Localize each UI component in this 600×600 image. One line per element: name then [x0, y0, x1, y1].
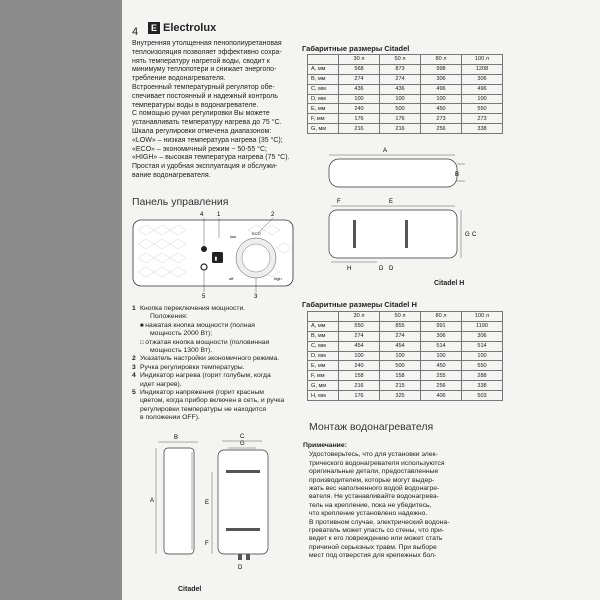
table-cell: 450 [421, 104, 462, 114]
table-cell: 568 [339, 64, 380, 74]
table-row [308, 114, 503, 124]
table-cell: 216 [380, 124, 421, 134]
table-cell: F, мм [308, 371, 339, 381]
table-cell: 550 [462, 104, 503, 114]
table-cell: 873 [380, 64, 421, 74]
table-cell: 500 [380, 361, 421, 371]
table-cell: 240 [339, 361, 380, 371]
table-cell: 454 [339, 341, 380, 351]
install-note [303, 442, 519, 561]
table-cell: 338 [462, 124, 503, 134]
table-cell [308, 55, 339, 65]
citadel-h-caption: Citadel H [434, 280, 465, 287]
callout-3: 3 [254, 294, 258, 300]
dial-label-off: off [229, 276, 234, 281]
table-cell: 100 л [462, 312, 503, 322]
note-line: трического водонагревателя используются [309, 459, 445, 467]
note-line: Удостоверьтесь, что для установки элек- [309, 451, 438, 459]
table-row [308, 331, 503, 341]
table-cell: E, мм [308, 104, 339, 114]
dim-label-d1: D [379, 266, 384, 272]
table-cell: 288 [462, 371, 503, 381]
note-line: вателя. Не устанавливайте водонагрева- [309, 493, 439, 501]
note-line: оригинальные детали, предоставленные [309, 468, 439, 476]
page-number: 4 [132, 26, 139, 38]
legend-item-line: мощность 1300 Вт). [150, 347, 213, 355]
dim-label-e: E [389, 199, 394, 205]
table-cell: 496 [421, 84, 462, 94]
table-cell: 514 [421, 341, 462, 351]
intro-line: спечивает постоянный и надежный контроль [132, 92, 278, 100]
table-cell: 273 [421, 114, 462, 124]
dim-label-c: C [240, 434, 245, 440]
table-cell: 100 [462, 351, 503, 361]
legend-item-line: Положения: [150, 313, 188, 321]
table-cell: 176 [339, 114, 380, 124]
table-cell [308, 312, 339, 322]
dim-label-b: B [174, 435, 179, 441]
note-line: В противном случае, электрический водона- [309, 518, 450, 526]
intro-line: нять температуру нагретой воды, сводит к [132, 57, 270, 65]
panel-title: Панель управления [132, 196, 229, 208]
dim-label-c: C [472, 232, 477, 238]
dim-label-h: H [347, 266, 352, 272]
intro-line: «HIGH» – высокая температура нагрева (75 °C). [132, 154, 290, 162]
intro-line: С помощью ручки регулировки Вы можете [132, 110, 270, 118]
voltage-indicator-icon [201, 264, 207, 270]
table-cell: 274 [339, 331, 380, 341]
note-title: Примечание: [303, 442, 347, 449]
brand-logo [148, 22, 216, 34]
note-line: жать вес наполненного водой водонагре- [309, 485, 440, 493]
table-cell: 306 [421, 331, 462, 341]
table-cell: 998 [421, 64, 462, 74]
table-cell: C, мм [308, 341, 339, 351]
table-cell: B, мм [308, 331, 339, 341]
table-row [308, 321, 503, 331]
legend-item: 1 Кнопка переключения мощности. [132, 305, 246, 312]
table-header-row [308, 312, 503, 322]
table-cell: 100 [421, 94, 462, 104]
legend-item-line: идет нагрев). [140, 380, 182, 388]
table-cell: 256 [421, 124, 462, 134]
legend-item-line: □ отжатая кнопка мощности (половинная [140, 338, 270, 346]
legend-item: 2 Указатель настройки экономичного режима. [132, 355, 280, 363]
table-cell: 100 [380, 94, 421, 104]
note-line: причиной серьезных травм. При выборе [309, 543, 437, 551]
dial-label-low: low [230, 234, 237, 239]
intro-line: вание водонагревателя. [132, 171, 211, 179]
intro-line: Встроенный температурный регулятор обе- [132, 83, 275, 91]
table-row [308, 84, 503, 94]
table-cell: 176 [380, 114, 421, 124]
table-cell: F, мм [308, 114, 339, 124]
legend-item-line: мощность 2000 Вт); [150, 330, 213, 338]
table-cell: 406 [421, 391, 462, 401]
citadel-caption: Citadel [178, 586, 202, 593]
intro-line: температуры воды в водонагревателе. [132, 101, 259, 109]
table-cell: 100 [462, 94, 503, 104]
intro-line: теплоизоляция позволяет эффективно сохра- [132, 48, 282, 56]
table-cell: 503 [462, 391, 503, 401]
dim-label-f: F [205, 541, 209, 547]
legend-item-line: ■ нажатая кнопка мощности (полная [140, 321, 255, 329]
table-cell: 514 [462, 341, 503, 351]
table-cell: 30 л [339, 312, 380, 322]
table-cell: D, мм [308, 351, 339, 361]
dim-label-d: D [238, 565, 243, 571]
table-cell: 454 [380, 341, 421, 351]
table-citadel [307, 54, 503, 134]
table-cell: 274 [339, 74, 380, 84]
dim-label-a: A [150, 498, 155, 504]
legend-item: 4 Индикатор нагрева (горит голубым, когда [132, 372, 271, 380]
table-cell: 306 [421, 74, 462, 84]
table-cell: 158 [380, 371, 421, 381]
table-cell: 1208 [462, 64, 503, 74]
table-cell: 306 [462, 331, 503, 341]
intro-line: Простая и удобная эксплуатация и обслужи- [132, 163, 278, 171]
install-title: Монтаж водонагревателя [309, 421, 434, 433]
svg-text:▮: ▮ [214, 256, 218, 262]
legend-item: 5 Индикатор напряжения (горит красным [132, 389, 264, 397]
table-cell: 274 [380, 331, 421, 341]
dim-label-b: B [455, 172, 460, 178]
table-cell: 216 [339, 381, 380, 391]
table-cell: 325 [380, 391, 421, 401]
table-cell: H, мм [308, 391, 339, 401]
table-cell: 436 [339, 84, 380, 94]
table-cell: 176 [339, 391, 380, 401]
table-cell: 50 л [380, 312, 421, 322]
table-row [308, 94, 503, 104]
intro-line: требление водонагревателя. [132, 75, 226, 83]
table-row [308, 341, 503, 351]
callout-2: 2 [271, 212, 275, 218]
table-cell: 855 [380, 321, 421, 331]
table-cell: 500 [380, 104, 421, 114]
table-row [308, 391, 503, 401]
legend-item-line: цветом, когда прибор включен в сеть, и ручка [140, 397, 285, 405]
table-row [308, 124, 503, 134]
table-cell: G, мм [308, 381, 339, 391]
heater-top-view [329, 159, 460, 187]
note-line: греватель может упасть со стены, что при- [309, 527, 445, 535]
dim-label-f: F [337, 199, 341, 205]
dim-label-g: G [465, 232, 470, 238]
note-line: мест под отверстия для крепежных бол- [309, 552, 437, 560]
table-citadel-title: Габаритные размеры Citadel [302, 44, 410, 53]
table-row [308, 361, 503, 371]
table-cell: 1190 [462, 321, 503, 331]
table-cell: 80 л [421, 55, 462, 65]
table-cell: 274 [380, 74, 421, 84]
table-cell: 338 [462, 381, 503, 391]
table-cell: 100 [421, 351, 462, 361]
table-row [308, 74, 503, 84]
dial-label-eco: ECO [252, 231, 261, 236]
table-cell: 436 [380, 84, 421, 94]
table-row [308, 371, 503, 381]
manual-page [122, 0, 600, 600]
table-cell: 991 [421, 321, 462, 331]
legend-item: 3 Ручка регулировки температуры. [132, 363, 245, 371]
heater-front-view [218, 450, 268, 554]
dim-label-a: A [383, 148, 388, 154]
citadel-vertical-diagram [150, 432, 300, 582]
legend-item-line: в положении OFF). [140, 414, 200, 422]
panel-legend [132, 305, 332, 423]
table-cell: 550 [339, 321, 380, 331]
table-cell: 273 [462, 114, 503, 124]
table-cell: G, мм [308, 124, 339, 134]
control-panel-diagram [128, 208, 318, 300]
table-cell: C, мм [308, 84, 339, 94]
intro-line: Шкала регулировки отмечена диапазоном: [132, 127, 272, 135]
note-line: производителем, которые могут выдер- [309, 476, 435, 484]
table-cell: 80 л [421, 312, 462, 322]
table-cell: 496 [462, 84, 503, 94]
intro-line: минимуму теплопотери и снижает энергопо- [132, 66, 277, 74]
dim-label-e: E [205, 500, 210, 506]
table-row [308, 64, 503, 74]
table-cell: 450 [421, 361, 462, 371]
electrolux-logo-icon: E [148, 22, 160, 34]
table-cell: B, мм [308, 74, 339, 84]
dim-label-g: G [240, 441, 245, 447]
table-cell: 100 [339, 351, 380, 361]
note-line: тель на крепление, пока не убедитесь, [309, 501, 432, 509]
table-row [308, 351, 503, 361]
table-row [308, 104, 503, 114]
intro-line: устанавливать температуру нагрева до 75 °C. [132, 119, 282, 127]
callout-5: 5 [202, 294, 206, 300]
table-header-row [308, 55, 503, 65]
table-cell: 240 [339, 104, 380, 114]
table-cell: 255 [421, 371, 462, 381]
citadel-h-diagram [317, 146, 477, 276]
table-cell: 100 л [462, 55, 503, 65]
intro-line: Внутренняя утолщенная пенополиуретановая [132, 40, 282, 47]
legend-item-line: регулировки температуры не находится [140, 405, 267, 413]
table-cell: 216 [339, 124, 380, 134]
table-cell: 215 [380, 381, 421, 391]
table-cell: 50 л [380, 55, 421, 65]
table-cell: A, мм [308, 64, 339, 74]
brand-name: Electrolux [163, 22, 217, 34]
table-cell: 158 [339, 371, 380, 381]
table-row [308, 381, 503, 391]
table-cell: 30 л [339, 55, 380, 65]
heater-front-horizontal-view [329, 210, 457, 258]
intro-line: «LOW» – низкая температура нагрева (35 °C); [132, 136, 283, 144]
table-cell: 306 [462, 74, 503, 84]
dial-label-high: high [274, 276, 282, 281]
table-citadel-h-title: Габаритные размеры Citadel H [302, 300, 417, 309]
table-cell: 256 [421, 381, 462, 391]
dim-label-d2: D [389, 266, 394, 272]
heating-indicator-icon [201, 246, 207, 252]
note-line: ведет к его повреждению или может стать [309, 535, 443, 543]
table-cell: A, мм [308, 321, 339, 331]
heater-side-view [164, 448, 194, 554]
table-citadel-h [307, 311, 503, 401]
note-line: что крепление установлено надежно. [309, 510, 428, 518]
callout-4: 4 [200, 212, 204, 218]
callout-1: 1 [217, 212, 221, 218]
table-cell: 100 [339, 94, 380, 104]
table-cell: D, мм [308, 94, 339, 104]
table-cell: 550 [462, 361, 503, 371]
table-cell: 100 [380, 351, 421, 361]
table-cell: E, мм [308, 361, 339, 371]
intro-line: «ECO» – экономичный режим ~ 50-55 °C; [132, 145, 267, 153]
intro-text [132, 40, 310, 181]
